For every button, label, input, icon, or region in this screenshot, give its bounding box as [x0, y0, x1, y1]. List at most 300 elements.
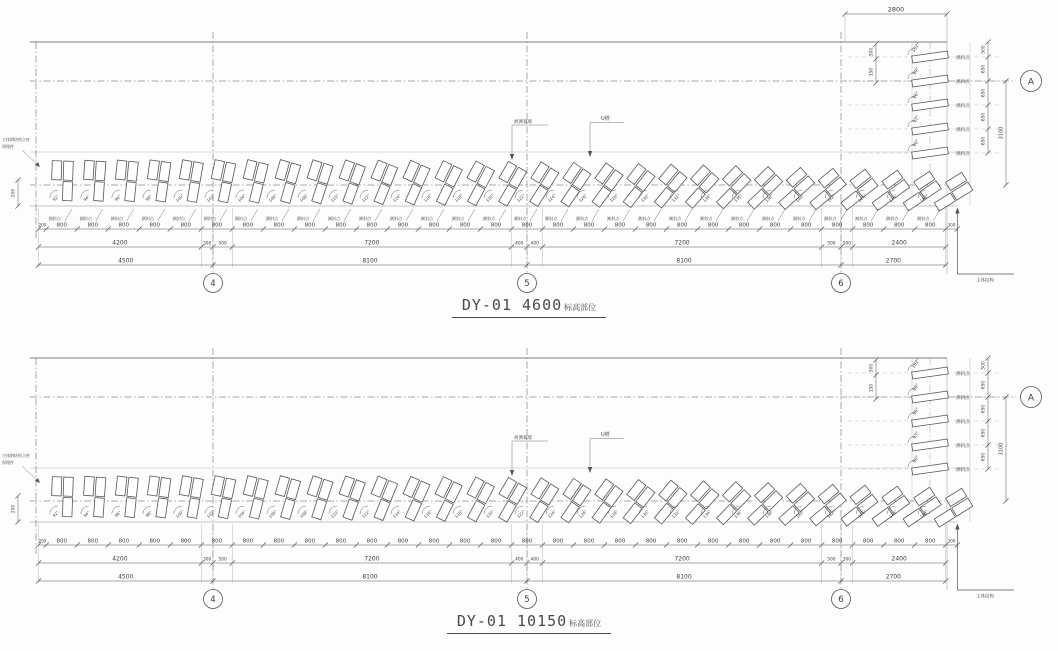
panel-rect [343, 183, 358, 204]
stack-left-dim-label: 500 [869, 363, 875, 373]
inclinometer-point-label: 测斜点 [956, 467, 970, 473]
leader-line [251, 209, 258, 221]
panel-angle-label: 128° [608, 192, 620, 204]
inclinometer-point-label: 测斜点 [916, 216, 930, 221]
inclinometer-point-label: 测斜点 [141, 216, 155, 221]
panel-angle-label: 96° [113, 193, 123, 203]
panel-angle-label: 134° [701, 508, 713, 520]
stack-panel-angle-label: 96° [912, 407, 921, 417]
leader-line [933, 209, 940, 221]
inclinometer-point-label: 测斜点 [420, 216, 434, 221]
leader-line [623, 209, 630, 221]
panel-rect [159, 477, 171, 497]
left-height-dim-label: 200 [11, 188, 17, 198]
louver-panel [771, 483, 814, 525]
inclinometer-point-label: 测斜点 [956, 419, 970, 425]
panel-rect [312, 499, 327, 520]
panel-rect [84, 160, 95, 180]
louver-panel [646, 480, 687, 524]
dim-label: 4200 [112, 555, 128, 563]
top-dimension [842, 6, 949, 43]
panel-rect [127, 477, 138, 497]
panel-rect [499, 185, 517, 206]
panel-angle-label: 112° [360, 508, 372, 520]
leader-line [65, 209, 72, 221]
leader-line [127, 209, 134, 221]
inclinometer-point-label: 测斜点 [451, 216, 465, 221]
inclinometer-point-label: 测斜点 [358, 216, 372, 221]
panel-rect [530, 501, 548, 522]
dim-label: 800 [366, 538, 378, 545]
louver-panel [614, 164, 655, 208]
right-side-dim-label: 650 [981, 380, 987, 390]
drawing-title-10150 [0, 612, 1058, 634]
dim-label: 800 [118, 222, 130, 229]
panel-angle-label: 140° [794, 192, 806, 204]
dim-label: 4500 [118, 573, 134, 581]
title-text: DY-01 4600 [461, 296, 563, 314]
inclinometer-point-label: 测斜点 [172, 216, 186, 221]
panel-angle-label: 116° [422, 192, 434, 204]
leader-arrow [955, 208, 959, 214]
dim-label: 800 [862, 538, 874, 545]
u-channel-label: U槽 [601, 432, 610, 438]
panel-angle-label: 124° [546, 192, 558, 204]
inclinometer-point-label: 测斜点 [203, 216, 217, 221]
panel-rect [95, 477, 106, 497]
panel-rect [115, 160, 126, 180]
panel-angle-label: 118° [453, 508, 465, 520]
panel-rect [159, 161, 171, 181]
panel-rect [654, 503, 673, 524]
panel-angle-label: 108° [298, 192, 310, 204]
leader-line [747, 209, 754, 221]
panel-rect [561, 502, 580, 523]
right-side-dim-label: 650 [981, 136, 987, 146]
leader-line [561, 209, 568, 221]
dim-label: 800 [862, 222, 874, 229]
dim-label: 500 [827, 557, 836, 563]
dim-label: 800 [738, 222, 750, 229]
panel-angle-label: 118° [453, 192, 465, 204]
panel-angle-label: 92° [51, 509, 60, 519]
panel-angle-label: 130° [639, 508, 651, 520]
leader-line [530, 209, 537, 221]
dim-label: 800 [428, 538, 440, 545]
datum-marker [955, 524, 1014, 600]
right-side-dim-label: 500 [981, 361, 987, 370]
panel-angle-label: 102° [205, 508, 216, 520]
dim-label: 2700 [885, 257, 902, 265]
dim-label: 500 [218, 557, 227, 563]
louver-panel [740, 483, 783, 526]
panel-angle-label: 142° [825, 192, 837, 204]
inclinometer-point-label: 测斜点 [956, 55, 970, 61]
right-side-dim-label: 650 [981, 428, 987, 438]
panel-angle-label: 92° [51, 193, 60, 203]
right-total-dim-label: 3100 [998, 442, 1005, 456]
leader-line [871, 209, 878, 221]
stack-panel-angle-label: 93° [912, 431, 921, 441]
stack-panel [912, 147, 949, 159]
left-note-line1: 主体钢结构立柱 [2, 137, 30, 142]
panel-rect [436, 500, 453, 521]
panel-rect [125, 182, 136, 202]
leader-arrow [955, 524, 959, 530]
panel-angle-label: 100° [174, 508, 185, 520]
dim-label: 400 [515, 241, 524, 247]
dim-label: 800 [180, 222, 192, 229]
inclinometer-point-label: 测斜点 [544, 216, 558, 221]
stack-panel-angle-label: 102° [911, 41, 922, 54]
panel-angle-label: 148° [918, 192, 930, 204]
dim-label: 800 [304, 538, 316, 545]
panel-rect [127, 161, 138, 181]
leader-line [406, 209, 413, 221]
panel-angle-label: 120° [484, 192, 496, 204]
panel-rect [468, 184, 485, 205]
dim-label: 800 [800, 538, 812, 545]
panel-rect [374, 499, 390, 520]
dim-label: 8100 [676, 573, 692, 581]
panel-angle-label: 146° [887, 508, 899, 520]
panel-angle-label: 122° [515, 192, 527, 204]
louver-panel [708, 166, 751, 209]
dim-label: 800 [583, 222, 595, 229]
dim-label: 800 [211, 538, 223, 545]
panel-angle-label: 146° [887, 192, 899, 204]
dim-label: 300 [842, 241, 851, 247]
panel-angle-label: 98° [144, 193, 154, 203]
panel-rect [94, 182, 105, 202]
leader-line [313, 209, 320, 221]
datum-label: 主体结构 [976, 594, 994, 600]
dim-label: 800 [490, 222, 502, 229]
title-text: DY-01 10150 [456, 612, 568, 630]
panel-rect [623, 187, 642, 208]
inclinometer-point-label: 测斜点 [956, 371, 970, 377]
inclinometer-point-label: 测斜点 [854, 216, 868, 221]
stack-panel-angle-label: 93° [912, 115, 921, 125]
leader-line [96, 209, 103, 221]
right-side-dim-label: 500 [981, 45, 987, 54]
drawing-title-4600 [0, 296, 1058, 318]
panel-rect [405, 184, 421, 205]
panel-angle-label: 138° [763, 192, 775, 204]
leader-line [902, 209, 909, 221]
inclinometer-point-label: 测斜点 [482, 216, 496, 221]
stack-panel-angle-label: 99° [912, 383, 921, 393]
inclinometer-point-label: 测斜点 [956, 151, 970, 157]
panel-stack [848, 39, 1009, 187]
dim-label: 800 [831, 538, 843, 545]
louver-panel [803, 168, 847, 209]
inclinometer-point-label: 测斜点 [48, 216, 62, 221]
leader-line [344, 209, 351, 221]
panel-rect [147, 160, 159, 180]
panel-angle-label: 126° [577, 508, 589, 520]
panel-rect [52, 477, 62, 496]
panel-rect [530, 185, 548, 206]
inclinometer-point-label: 测斜点 [79, 216, 93, 221]
panel-angle-label: 138° [763, 508, 775, 520]
dim-label: 800 [614, 222, 626, 229]
construction-lines [30, 358, 1016, 590]
dim-label: 500 [827, 241, 836, 247]
inclinometer-point-label: 测斜点 [792, 216, 806, 221]
inclinometer-point-label: 测斜点 [730, 216, 744, 221]
dim-label: 800 [924, 222, 936, 229]
dim-label: 800 [893, 222, 905, 229]
stack-panel-angle-label: 90° [912, 455, 921, 465]
curtain-wall-label: 被测幕墙 [514, 436, 532, 441]
dim-label: 800 [366, 222, 378, 229]
panel-rect [191, 478, 204, 498]
grid-label: 5 [524, 279, 530, 289]
panel-angle-label: 132° [670, 508, 682, 520]
dim-label: 800 [738, 538, 750, 545]
panel-angle-label: 130° [639, 192, 651, 204]
panel-rect [211, 160, 224, 181]
panel-angle-label: 94° [82, 193, 91, 203]
dim-label: 300 [203, 241, 212, 247]
panel-rect [249, 182, 263, 203]
dim-label: 8100 [362, 257, 378, 265]
dim-label: 200 [38, 222, 47, 228]
leader-arrow [588, 467, 592, 473]
dim-label: 800 [397, 222, 409, 229]
grid-label: A [1027, 77, 1035, 88]
inclinometer-point-label: 测斜点 [296, 216, 310, 221]
panel-rect [147, 476, 159, 496]
panel-angle-label: 106° [267, 508, 278, 520]
dim-label: 300 [947, 538, 956, 544]
dim-label: 300 [842, 557, 851, 563]
panel-rect [95, 161, 106, 181]
dim-label: 400 [515, 557, 524, 563]
panel-angle-label: 110° [329, 192, 341, 204]
dim-label: 800 [707, 538, 719, 545]
panel-angle-label: 96° [113, 509, 123, 519]
leader-line [499, 209, 506, 221]
leader-arrow [510, 470, 514, 476]
dim-label: 8100 [362, 573, 378, 581]
dim-label: 7200 [364, 239, 380, 247]
datum-marker [955, 208, 1014, 284]
louver-panel [677, 481, 719, 524]
stack-panel [912, 463, 949, 475]
panel-rect [343, 499, 358, 520]
dim-label: 800 [428, 222, 440, 229]
right-side-dim-label: 650 [981, 64, 987, 74]
panel-rect [191, 162, 204, 182]
panel-rect [934, 193, 955, 211]
inclinometer-point-label: 测斜点 [885, 216, 899, 221]
curtain-wall-label: 被测幕墙 [514, 120, 532, 125]
dim-label: 800 [397, 538, 409, 545]
louver-panel [551, 162, 590, 206]
stack-panel-angle-label: 102° [911, 357, 922, 370]
panel-rect [94, 498, 105, 518]
left-note-line2: 预埋件 [2, 460, 14, 465]
panel-rect [374, 183, 390, 204]
panel-rect [125, 498, 136, 518]
dim-label: 200 [38, 538, 47, 544]
right-side-dim-label: 650 [981, 112, 987, 122]
inclinometer-point-label: 测斜点 [956, 79, 970, 85]
panel-angle-label: 112° [360, 192, 372, 204]
dim-label: 400 [530, 557, 539, 563]
elevation-canvas-4600 [0, 2, 1058, 298]
panel-rect [52, 161, 62, 180]
dim-label: 800 [56, 222, 68, 229]
left-height-dim-label: 200 [11, 504, 17, 514]
dim-label: 800 [521, 222, 533, 229]
leader-line [189, 209, 196, 221]
panel-angle-label: 104° [236, 508, 247, 520]
panel-rect [115, 476, 126, 496]
leader-line [282, 209, 289, 221]
dim-label: 800 [242, 222, 254, 229]
panel-rect [63, 161, 73, 180]
dim-label: 800 [149, 222, 161, 229]
inclinometer-point-label: 测斜点 [234, 216, 248, 221]
right-side-dim-label: 650 [981, 404, 987, 414]
dim-label: 300 [203, 557, 212, 563]
panel-angle-label: 100° [174, 192, 185, 204]
panel-rect [623, 503, 642, 524]
panel-rect [934, 509, 955, 527]
dim-label: 800 [149, 538, 161, 545]
elevation-drawing [2, 6, 1042, 293]
dim-label: 800 [800, 222, 812, 229]
panel-rect [179, 160, 192, 180]
panel-rect [223, 478, 236, 499]
inclinometer-point-label: 测斜点 [761, 216, 775, 221]
elevation-view-10150 [0, 318, 1058, 634]
dim-label: 2700 [885, 573, 902, 581]
datum-label: 主体结构 [976, 278, 994, 284]
dim-label: 800 [304, 222, 316, 229]
dim-label: 800 [769, 538, 781, 545]
inclinometer-point-label: 测斜点 [956, 127, 970, 133]
dim-label: 800 [831, 222, 843, 229]
right-side-dim-label: 650 [981, 88, 987, 98]
dim-label: 800 [552, 222, 564, 229]
panel-rect [211, 476, 224, 497]
leader-line [220, 209, 227, 221]
leader-line [437, 209, 444, 221]
inclinometer-point-label: 测斜点 [823, 216, 837, 221]
panel-rect [249, 498, 263, 519]
stack-panel-angle-label: 90° [912, 139, 921, 149]
panel-rect [499, 501, 517, 522]
dim-label: 800 [87, 222, 99, 229]
dim-label: 800 [459, 222, 471, 229]
panel-rect [281, 499, 295, 520]
dim-label: 800 [924, 538, 936, 545]
top-width-dim-label: 2800 [887, 5, 905, 14]
panel-angle-label: 136° [732, 192, 744, 204]
stack-panel-rect [912, 463, 949, 475]
panel-angle-label: 98° [144, 509, 154, 519]
dim-label: 800 [645, 538, 657, 545]
main-panels [50, 476, 973, 527]
panel-angle-label: 128° [608, 508, 620, 520]
elevation-canvas-10150 [0, 318, 1058, 614]
panel-angle-label: 132° [670, 192, 682, 204]
dim-label: 800 [893, 538, 905, 545]
louver-panel [551, 478, 590, 522]
stack-panel-angle-label: 99° [912, 67, 921, 77]
inclinometer-point-label: 测斜点 [606, 216, 620, 221]
leader-arrow [510, 154, 514, 160]
panel-angle-label: 124° [546, 508, 558, 520]
leader-line [158, 209, 165, 221]
inclinometer-point-label: 测斜点 [668, 216, 682, 221]
panel-rect [84, 476, 95, 496]
grid-label: 5 [524, 595, 530, 605]
stack-left-dim-label: 150 [869, 67, 875, 77]
dim-label: 800 [769, 222, 781, 229]
louver-panel [614, 480, 655, 524]
leader-line [685, 209, 692, 221]
panel-rect [63, 477, 73, 496]
dim-label: 8100 [676, 257, 692, 265]
dim-label: 2400 [891, 555, 907, 563]
dim-label: 4500 [118, 257, 134, 265]
louver-panel [740, 167, 783, 210]
dim-label: 800 [56, 538, 68, 545]
dim-label: 800 [335, 222, 347, 229]
dim-label: 800 [87, 538, 99, 545]
construction-lines [30, 14, 1016, 274]
dim-label: 800 [676, 222, 688, 229]
dim-label: 800 [273, 538, 285, 545]
louver-panel [803, 484, 847, 525]
inclinometer-point-label: 测斜点 [389, 216, 403, 221]
grid-label: 6 [838, 279, 844, 289]
inclinometer-point-label: 测斜点 [956, 103, 970, 109]
panel-rect [179, 476, 192, 496]
title-suffix-text: 标高部位 [564, 303, 597, 312]
panel-angle-label: 116° [422, 508, 434, 520]
inclinometer-point-label: 测斜点 [327, 216, 341, 221]
panel-rect [281, 183, 295, 204]
panel-rect [62, 182, 72, 201]
panel-angle-label: 140° [794, 508, 806, 520]
panel-angle-label: 144° [856, 192, 868, 204]
dim-label: 500 [218, 241, 227, 247]
panel-rect [561, 186, 580, 207]
leader-line [716, 209, 723, 221]
inclinometer-point-label: 测斜点 [575, 216, 589, 221]
dim-label: 800 [490, 538, 502, 545]
dimension-rows [36, 524, 960, 584]
panel-angle-label: 134° [701, 192, 713, 204]
dim-label: 7200 [674, 555, 690, 563]
panel-angle-label: 148° [918, 508, 930, 520]
panel-angle-label: 94° [82, 509, 91, 519]
panel-angle-label: 106° [267, 192, 278, 204]
panel-rect [468, 500, 485, 521]
panel-stack [848, 355, 1009, 503]
stack-left-dim-label: 500 [869, 47, 875, 57]
panel-angle-label: 104° [236, 192, 247, 204]
inclinometer-point-label: 测斜点 [956, 443, 970, 449]
panel-rect [223, 162, 236, 183]
inclinometer-point-label: 测斜点 [265, 216, 279, 221]
